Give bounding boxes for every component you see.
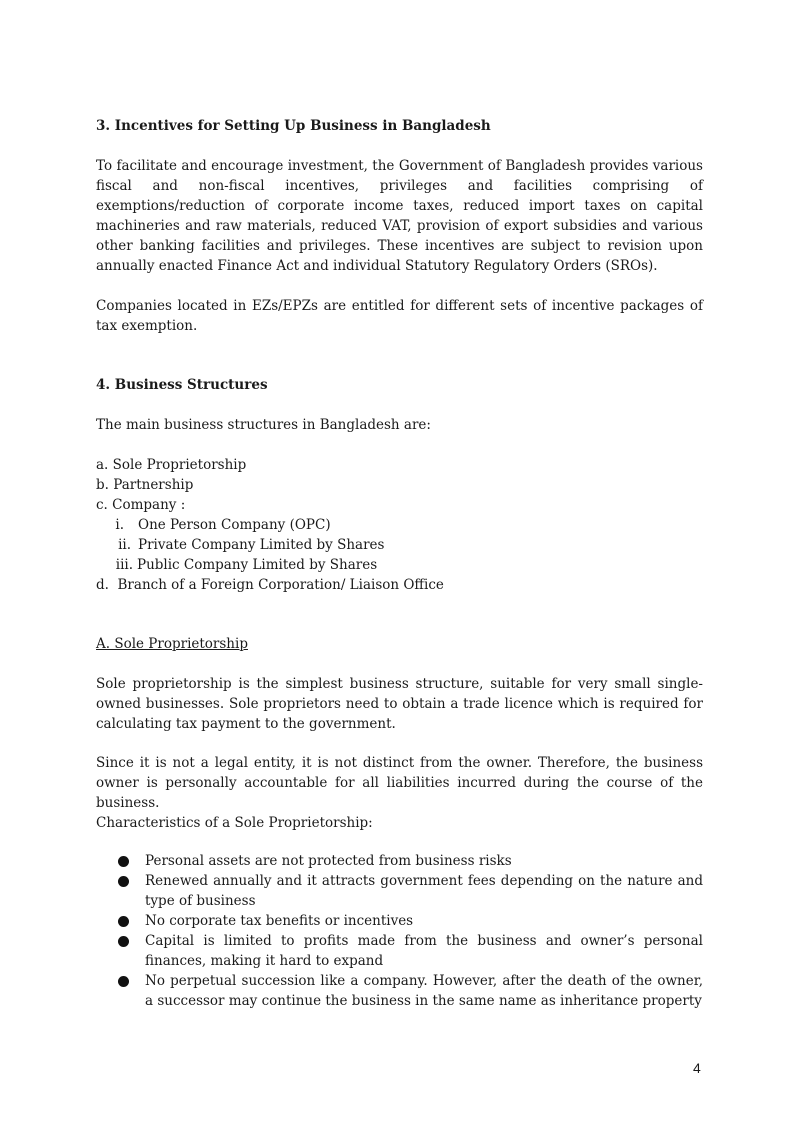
structure-list-item: c. Company : [96, 497, 186, 513]
section-a-paragraph-2: Since it is not a legal entity, it is not distinct from the owner. Therefore, the business owner is personally accountable for all liabilities incurred during the course of the business. [96, 755, 703, 811]
list-item [118, 851, 703, 871]
bullet-icon [118, 876, 129, 887]
page-number: 4 [693, 1060, 701, 1076]
section-4-heading: 4. Business Structures [96, 377, 268, 393]
company-type-item [96, 535, 384, 555]
section-a-heading: A. Sole Proprietorship [96, 636, 248, 652]
bullet-text: Personal assets are not protected from business risks [145, 853, 512, 869]
section-a-paragraph-1: Sole proprietorship is the simplest business structure, suitable for very small single-owned businesses. Sole proprietors need to obtain a trade licence which is required for calculating tax payment to the government. [96, 676, 703, 732]
bullet-text: Capital is limited to profits made from the business and owner’s personal finances, making it hard to expand [145, 933, 703, 969]
company-type-number: i. [115, 517, 124, 533]
list-item [118, 871, 703, 911]
company-type-number: iii. [115, 557, 133, 573]
list-item [118, 971, 703, 1011]
characteristics-list [118, 851, 703, 1011]
list-item [118, 931, 703, 971]
section-3-heading: 3. Incentives for Setting Up Business in Bangladesh [96, 118, 491, 134]
structure-list-item: d. Branch of a Foreign Corporation/ Liaison Office [96, 577, 444, 593]
company-type-item [96, 555, 377, 575]
bullet-icon [118, 936, 129, 947]
bullet-icon [118, 976, 129, 987]
company-type-text: Public Company Limited by Shares [137, 557, 378, 573]
characteristics-intro: Characteristics of a Sole Proprietorship: [96, 815, 373, 831]
bullet-icon [118, 916, 129, 927]
bullet-text: No perpetual succession like a company. However, after the death of the owner, a successor may continue the business in the same name as inheritance property [145, 973, 703, 1009]
structure-list-item: a. Sole Proprietorship [96, 457, 247, 473]
bullet-text: Renewed annually and it attracts government fees depending on the nature and type of business [145, 873, 703, 909]
list-item [118, 911, 703, 931]
company-type-text: Private Company Limited by Shares [138, 537, 385, 553]
company-type-text: One Person Company (OPC) [138, 517, 331, 533]
section-3-paragraph-2: Companies located in EZs/EPZs are entitled for different sets of incentive packages of tax exemption. [96, 298, 703, 334]
company-type-number: ii. [118, 537, 131, 553]
bullet-icon [118, 856, 129, 867]
section-3-paragraph-1: To facilitate and encourage investment, the Government of Bangladesh provides various fiscal and non-fiscal incentives, privileges and facilities comprising of exemptions/reduction of corporate income taxes, reduced import taxes on capital machineries and raw materials, reduced VAT, provision of export subsidies and various other banking facilities and privileges. These incentives are subject to revision upon annually enacted Finance Act and individual Statutory Regulatory Orders (SROs). [96, 158, 703, 274]
bullet-text: No corporate tax benefits or incentives [145, 913, 414, 929]
company-type-item [96, 515, 331, 535]
document-page [96, 0, 703, 1130]
structure-list-item: b. Partnership [96, 477, 194, 493]
section-4-intro: The main business structures in Bangladesh are: [96, 417, 431, 433]
